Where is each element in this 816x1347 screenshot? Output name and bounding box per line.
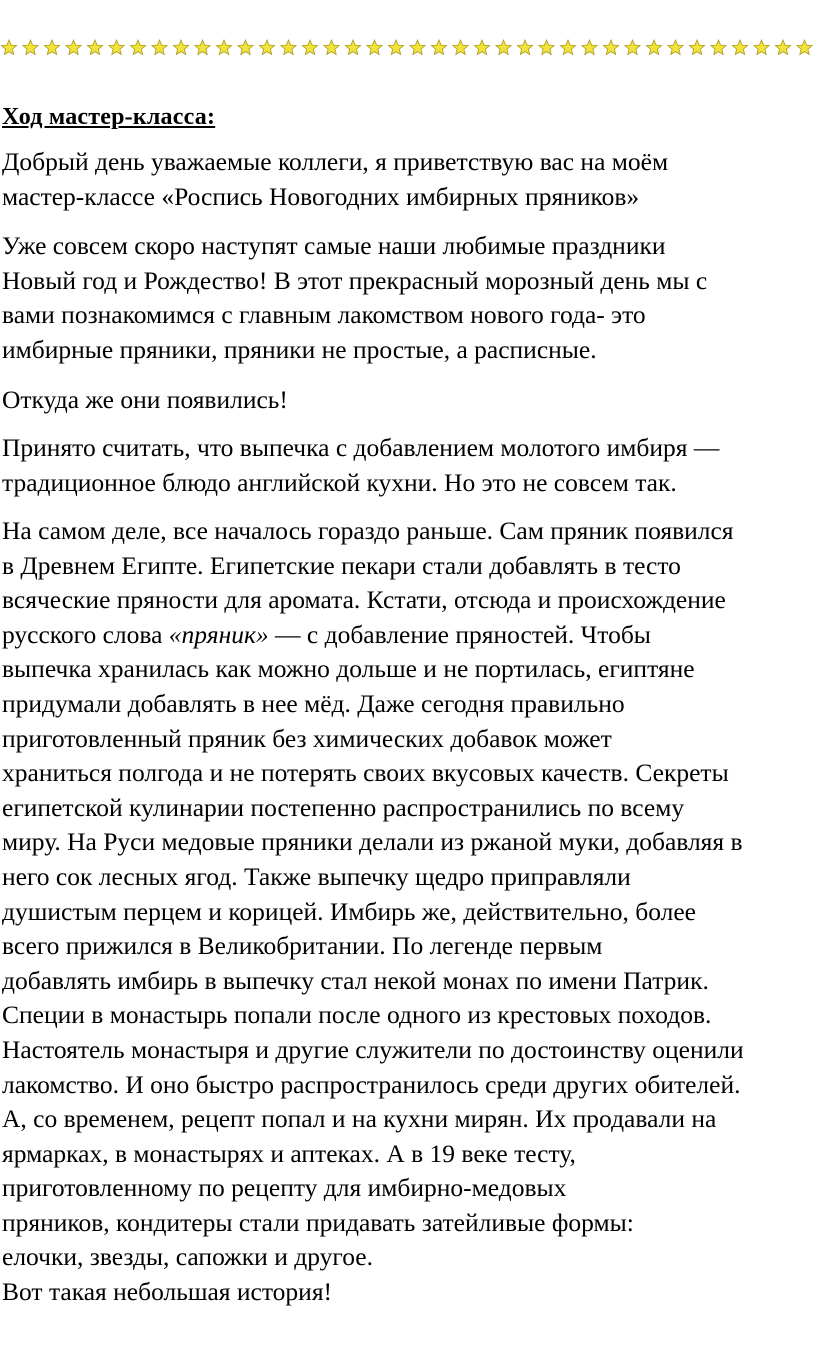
text-line [2,618,814,653]
star-icon [560,40,575,54]
star-icon [517,40,532,54]
star-icon [603,40,618,54]
paragraph-history [2,514,814,1310]
text-line: А, со временем, рецепт попал и на кухни мирян. Их продавали на [2,1104,717,1134]
star-icon [130,40,145,54]
text-line: Уже совсем скоро наступят самые наши любимые праздники [2,231,666,260]
star-icon [109,40,124,54]
text-line: лакомство. И оно быстро распространилось среди других обителей. [2,1069,741,1099]
italic-word: «пряник» [168,619,269,649]
text-line: Специи в монастырь попали после одного из крестовых походов. [2,1000,712,1030]
star-border-decoration [0,36,816,60]
text-line: в Древнем Египте. Египетские пекари стали добавлять в тесто [2,550,681,580]
text-line: придумали добавлять в нее мёд. Даже сегодня правильно [2,688,625,718]
text-segment: русского слова [2,619,169,649]
star-icon [195,40,210,54]
paragraph-greeting [2,145,814,214]
star-icon [302,40,317,54]
text-line: Вот такая небольшая история! [2,1277,333,1307]
star-icon [66,40,81,54]
star-icon [668,40,683,54]
star-icon [732,40,747,54]
text-line: храниться полгода и не потерять своих вкусовых качеств. Секреты [2,758,729,788]
text-line: традиционное блюдо английской кухни. Но это не совсем так. [2,467,677,497]
star-icon [324,40,339,54]
text-line: елочки, звезды, сапожки и другое. [2,1242,373,1272]
star-icon [23,40,38,54]
text-line: добавлять имбирь в выпечку стал некой монах по имени Патрик. [2,965,709,995]
text-line: На самом деле, все началось гораздо раньше. Сам пряник появился [2,516,734,545]
star-icon [1,40,16,54]
star-icon [388,40,403,54]
star-icon [797,40,812,54]
text-line: мастер-классе «Роспись Новогодних имбирных пряников» [2,181,640,211]
text-line: вами познакомимся с главным лакомством нового года- это [2,300,646,330]
paragraph-question [2,383,814,418]
star-icon [367,40,382,54]
star-icon [173,40,188,54]
section-heading: Ход мастер-класса: [2,104,216,130]
star-icon [87,40,102,54]
text-line: приготовленный пряник без химических добавок может [2,723,612,753]
star-icon [44,40,59,54]
star-icon [281,40,296,54]
star-icon [152,40,167,54]
text-line: Добрый день уважаемые коллеги, я приветствую вас на моём [2,147,669,176]
text-line: миру. На Руси медовые пряники делали из ржаной муки, добавляя в [2,827,743,857]
text-line: него сок лесных ягод. Также выпечку щедро приправляли [2,861,631,891]
text-line: приготовленному по рецепту для имбирно-медовых [2,1173,567,1203]
star-icon [216,40,231,54]
text-line: Новый год и Рождество! В этот прекрасный морозный день мы с [2,265,708,295]
star-icon [539,40,554,54]
star-icon [775,40,790,54]
star-icon [582,40,597,54]
text-line: Настоятель монастыря и другие служители по достоинству оценили [2,1034,744,1064]
star-icon [646,40,661,54]
star-icon [410,40,425,54]
paragraph-ginger-origin [2,431,814,500]
star-icon [259,40,274,54]
paragraph-holidays [2,229,814,367]
text-line: египетской кулинарии постепенно распространились по всему [2,792,685,822]
star-icon [754,40,769,54]
text-line: выпечка хранилась как можно дольше и не портилась, египтяне [2,654,695,684]
text-segment: — с добавление пряностей. Чтобы [268,619,651,649]
star-icon [474,40,489,54]
text-line: всяческие пряности для аромата. Кстати, отсюда и происхождение [2,585,726,615]
star-icon [496,40,511,54]
text-line: Откуда же они появились! [2,385,288,414]
star-icon [345,40,360,54]
text-line: пряников, кондитеры стали придавать затейливые формы: [2,1207,634,1237]
star-icon [689,40,704,54]
star-icon [238,40,253,54]
star-icon [453,40,468,54]
text-line: Принято считать, что выпечка с добавлением молотого имбиря — [2,433,720,462]
star-icon [711,40,726,54]
star-row [0,36,816,60]
text-line: всего прижился в Великобритании. По легенде первым [2,931,603,961]
text-line: имбирные пряники, пряники не простые, а расписные. [2,334,597,364]
text-line: душистым перцем и корицей. Имбирь же, действительно, более [2,896,697,926]
star-icon [431,40,446,54]
star-icon [625,40,640,54]
text-line: ярмарках, в монастырях и аптеках. А в 19 веке тесту, [2,1138,576,1168]
